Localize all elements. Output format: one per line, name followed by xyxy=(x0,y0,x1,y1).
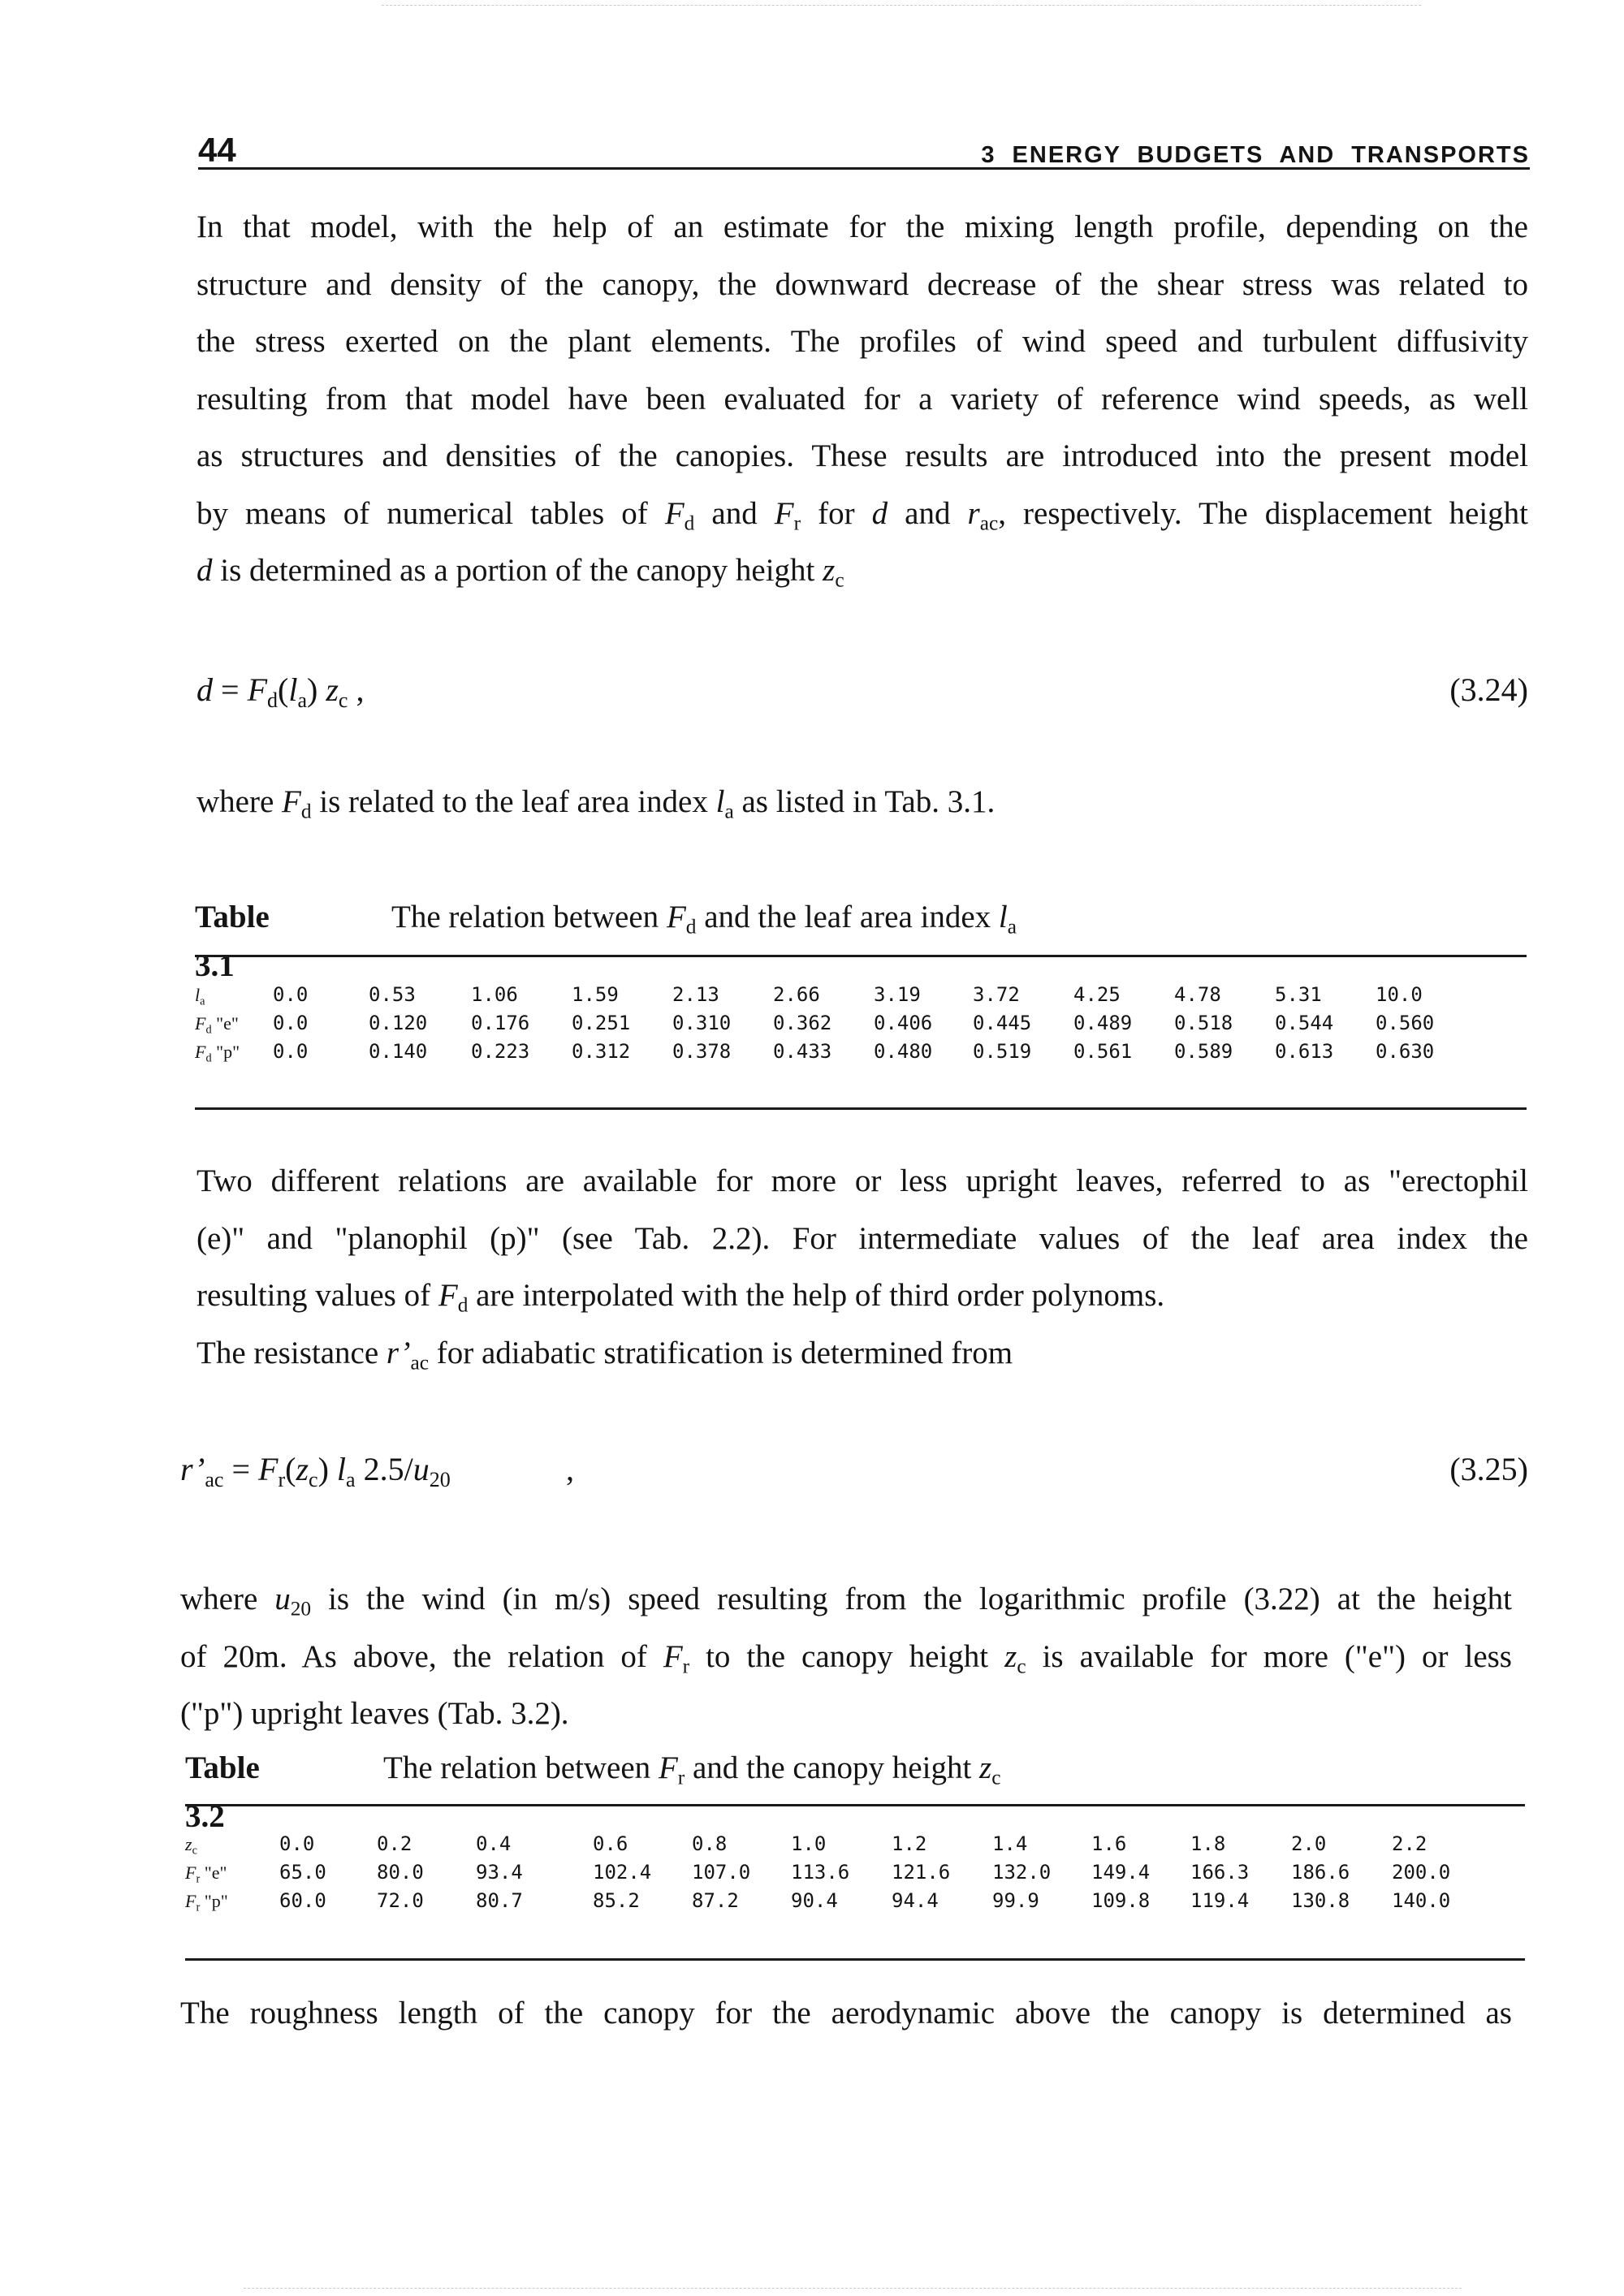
table-cell: 0.518 xyxy=(1174,1012,1233,1034)
table-cell: 1.06 xyxy=(471,983,518,1006)
table-cell: 85.2 xyxy=(593,1889,640,1912)
table-rule-bottom xyxy=(185,1958,1525,1961)
table-cell: 90.4 xyxy=(791,1889,838,1912)
text-line: ("p") upright leaves (Tab. 3.2). xyxy=(180,1696,569,1731)
table-cell: 0.0 xyxy=(273,1040,309,1063)
table-cell: 130.8 xyxy=(1291,1889,1350,1912)
table-cell: 0.406 xyxy=(874,1012,933,1034)
text-line: the stress exerted on the plant elements. The profiles of wind speed and turbulent diffusivity xyxy=(197,324,1528,359)
table-cell: 0.589 xyxy=(1174,1040,1233,1063)
table-cell: 0.53 xyxy=(369,983,416,1006)
text-line: (e)" and "planophil (p)" (see Tab. 2.2). For intermediate values of the leaf area index the xyxy=(197,1220,1528,1256)
equation-comma: , xyxy=(566,1451,574,1487)
table-cell: 0.433 xyxy=(773,1040,832,1063)
equation-body: $r’_{ac} = F_r(z_c)$ $l_a$ $2.5/u_{20}$ xyxy=(180,1451,451,1491)
table-cell: 121.6 xyxy=(892,1861,951,1884)
text-line: structure and density of the canopy, the downward decrease of the shear stress was related to xyxy=(197,266,1528,302)
table-cell: 109.8 xyxy=(1091,1889,1151,1912)
table-cell: 0.613 xyxy=(1275,1040,1334,1063)
text-line: The resistance $r’_{ac}$ for adiabatic stratification is determined from xyxy=(197,1335,1013,1375)
table-cell: 1.8 xyxy=(1190,1832,1226,1855)
row-label: $F_d$ "p" xyxy=(195,1042,240,1065)
text-line: where $u_{20}$ is the wind (in m/s) speed resulting from the logarithmic profile (3.22) at the height xyxy=(180,1582,1512,1621)
table-cell: 0.0 xyxy=(273,1012,309,1034)
table-rule-top xyxy=(185,1804,1525,1806)
table-cell: 0.519 xyxy=(973,1040,1032,1063)
table-rule-bottom xyxy=(195,1107,1527,1110)
table-cell: 99.9 xyxy=(992,1889,1039,1912)
table-cell: 186.6 xyxy=(1291,1861,1350,1884)
table-cell: 1.4 xyxy=(992,1832,1028,1855)
table-cell: 80.7 xyxy=(476,1889,523,1912)
equation-3-25 xyxy=(180,1445,1528,1494)
table-cell: 94.4 xyxy=(892,1889,939,1912)
table-cell: 102.4 xyxy=(593,1861,652,1884)
caption-text: The relation between $F_r$ and the canopy height $z_c$ xyxy=(383,1750,1001,1789)
table-cell: 72.0 xyxy=(377,1889,424,1912)
table-cell: 1.0 xyxy=(791,1832,827,1855)
table-cell: 5.31 xyxy=(1275,983,1322,1006)
page-number: 44 xyxy=(198,131,236,169)
table-cell: 0.251 xyxy=(572,1012,631,1034)
row-label: $F_d$ "e" xyxy=(195,1013,239,1037)
equation-body: $d = F_d(l_a)$ $z_c$ , xyxy=(197,671,365,712)
paragraph-3 xyxy=(180,1571,1512,1743)
text-line: resulting values of $F_d$ are interpolated with the help of third order polynoms. xyxy=(197,1278,1165,1317)
table-cell: 0.2 xyxy=(377,1832,412,1855)
table-cell: 200.0 xyxy=(1392,1861,1451,1884)
table-body xyxy=(185,1830,1473,1915)
text-line: In that model, with the help of an estimate for the mixing length profile, depending on the xyxy=(197,209,1528,244)
table-row xyxy=(195,1038,1449,1066)
table-cell: 0.8 xyxy=(692,1832,728,1855)
table-row xyxy=(185,1858,1473,1887)
table-cell: 0.0 xyxy=(279,1832,315,1855)
data-table-3-1 xyxy=(195,981,1449,1066)
table-cell: 0.560 xyxy=(1376,1012,1435,1034)
table-cell: 166.3 xyxy=(1190,1861,1250,1884)
table-cell: 0.4 xyxy=(476,1832,512,1855)
row-label: $F_r$ "p" xyxy=(185,1891,228,1914)
table-cell: 2.0 xyxy=(1291,1832,1327,1855)
table-row xyxy=(185,1830,1473,1858)
table-cell: 149.4 xyxy=(1091,1861,1151,1884)
table-cell: 1.2 xyxy=(892,1832,927,1855)
table-cell: 93.4 xyxy=(476,1861,523,1884)
equation-number: (3.25) xyxy=(1449,1451,1528,1487)
table-cell: 0.489 xyxy=(1073,1012,1133,1034)
table-cell: 113.6 xyxy=(791,1861,850,1884)
row-label: $z_c$ xyxy=(185,1834,197,1858)
paragraph-2 xyxy=(197,1153,1528,1382)
table-cell: 1.59 xyxy=(572,983,619,1006)
table-cell: 119.4 xyxy=(1190,1889,1250,1912)
running-head: 3 ENERGY BUDGETS AND TRANSPORTS xyxy=(981,142,1530,168)
equation-3-24 xyxy=(197,666,1528,714)
table-cell: 2.13 xyxy=(672,983,719,1006)
table-cell: 2.66 xyxy=(773,983,820,1006)
page-header xyxy=(198,127,1530,170)
paragraph-4 xyxy=(180,1985,1512,2043)
table-label: Table 3.2 xyxy=(185,1750,260,1834)
table-cell: 4.25 xyxy=(1073,983,1121,1006)
table-cell: 0.480 xyxy=(874,1040,933,1063)
table-row xyxy=(195,981,1449,1009)
table-cell: 2.2 xyxy=(1392,1832,1427,1855)
table-row xyxy=(185,1887,1473,1915)
paragraph-1 xyxy=(197,199,1528,600)
table-cell: 80.0 xyxy=(377,1861,424,1884)
table-cell: 0.120 xyxy=(369,1012,428,1034)
scan-artifact xyxy=(244,2288,1462,2289)
table-rule-top xyxy=(195,955,1527,957)
table-cell: 0.312 xyxy=(572,1040,631,1063)
table-row xyxy=(195,1009,1449,1038)
table-cell: 0.310 xyxy=(672,1012,732,1034)
table-cell: 0.445 xyxy=(973,1012,1032,1034)
table-cell: 87.2 xyxy=(692,1889,739,1912)
equation-number: (3.24) xyxy=(1449,671,1528,708)
text-line: Two different relations are available for more or less upright leaves, referred to as "erectophil xyxy=(197,1163,1528,1198)
table-cell: 60.0 xyxy=(279,1889,326,1912)
text-line: resulting from that model have been evaluated for a variety of reference wind speeds, as well xyxy=(197,381,1528,416)
table-cell: 107.0 xyxy=(692,1861,751,1884)
row-label: $l_a$ xyxy=(195,985,205,1008)
text-line: d is determined as a portion of the canopy height $z_c$ xyxy=(197,553,844,592)
text-line: The roughness length of the canopy for the aerodynamic above the canopy is determined as xyxy=(180,1996,1512,2031)
table-cell: 3.72 xyxy=(973,983,1020,1006)
table-cell: 10.0 xyxy=(1376,983,1423,1006)
table-cell: 0.561 xyxy=(1073,1040,1133,1063)
table-cell: 0.362 xyxy=(773,1012,832,1034)
table-cell: 3.19 xyxy=(874,983,921,1006)
where-statement: where $F_d$ is related to the leaf area index $l_a$ as listed in Tab. 3.1. xyxy=(197,784,996,823)
table-cell: 1.6 xyxy=(1091,1832,1127,1855)
table-cell: 132.0 xyxy=(992,1861,1052,1884)
table-cell: 0.630 xyxy=(1376,1040,1435,1063)
table-cell: 0.378 xyxy=(672,1040,732,1063)
caption-text: The relation between $F_d$ and the leaf area index $l_a$ xyxy=(391,900,1017,939)
table-label: Table 3.1 xyxy=(195,900,270,983)
table-cell: 0.0 xyxy=(273,983,309,1006)
text-line: of 20m. As above, the relation of $F_r$ to the canopy height $z_c$ is available for more ("e") or less xyxy=(180,1638,1512,1678)
table-cell: 0.544 xyxy=(1275,1012,1334,1034)
table-cell: 0.6 xyxy=(593,1832,628,1855)
text-line: by means of numerical tables of $F_d$ and $F_r$ for d and $r_{ac}$, respectively. The displacement height xyxy=(197,495,1528,535)
table-cell: 0.140 xyxy=(369,1040,428,1063)
table-cell: 4.78 xyxy=(1174,983,1221,1006)
table-cell: 0.223 xyxy=(471,1040,530,1063)
table-cell: 65.0 xyxy=(279,1861,326,1884)
row-label: $F_r$ "e" xyxy=(185,1862,227,1886)
text-line: as structures and densities of the canopies. These results are introduced into the present model xyxy=(197,438,1528,473)
table-cell: 0.176 xyxy=(471,1012,530,1034)
table-body xyxy=(195,981,1449,1066)
scan-artifact xyxy=(382,5,1421,6)
data-table-3-2 xyxy=(185,1830,1473,1915)
table-cell: 140.0 xyxy=(1392,1889,1451,1912)
